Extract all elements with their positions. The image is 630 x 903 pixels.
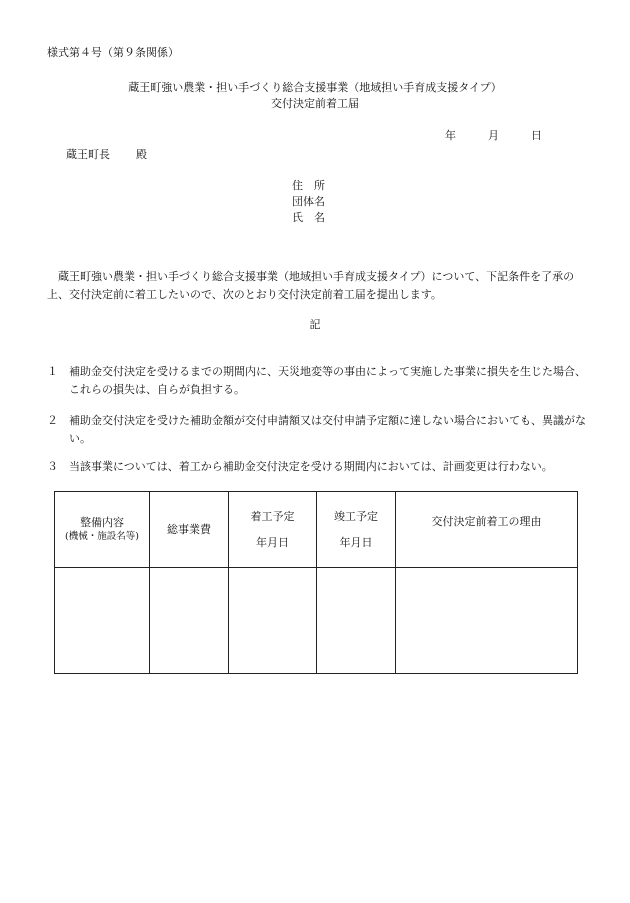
header-start-date bbox=[229, 492, 317, 568]
details-table bbox=[54, 491, 578, 674]
condition-number: １ bbox=[47, 365, 58, 378]
header-reason bbox=[396, 492, 578, 568]
applicant-address-label: 住 所 bbox=[292, 179, 325, 192]
document-title: 蔵王町強い農業・担い手づくり総合支援事業（地域担い手育成支援タイプ） bbox=[128, 81, 502, 94]
header-facility-content-label: 整備内容 bbox=[80, 515, 124, 529]
condition-text: 補助金交付決定を受けた補助金額が交付申請額又は交付申請予定額に達しない場合においても、異議がない。 bbox=[69, 414, 586, 445]
date-row bbox=[445, 128, 542, 143]
applicant-name-label: 氏 名 bbox=[292, 211, 325, 224]
cell-total-cost[interactable] bbox=[150, 568, 229, 674]
addressee-name: 蔵王町長 bbox=[66, 148, 110, 161]
condition-item bbox=[47, 363, 587, 399]
header-facility-content bbox=[55, 492, 150, 568]
header-total-cost bbox=[150, 492, 229, 568]
date-year-label: 年 bbox=[445, 129, 456, 142]
condition-text: 当該事業については、着工から補助金交付決定を受ける期間内においては、計画変更は行わない。 bbox=[69, 460, 553, 473]
table-header-row bbox=[55, 492, 578, 568]
header-completion-date bbox=[317, 492, 396, 568]
header-completion-date-sub: 年月日 bbox=[339, 535, 373, 549]
date-month-label: 月 bbox=[488, 129, 499, 142]
condition-number: ２ bbox=[47, 414, 58, 427]
body-paragraph: 蔵王町強い農業・担い手づくり総合支援事業（地域担い手育成支援タイプ）について、下記条件を了承の上、交付決定前に着工したいので、次のとおり交付決定前着工届を提出します。 bbox=[47, 270, 575, 301]
addressee-honorific: 殿 bbox=[136, 148, 147, 161]
date-day-label: 日 bbox=[531, 129, 542, 142]
condition-item bbox=[47, 412, 587, 448]
header-facility-content-sub: (機械・施設名等) bbox=[65, 530, 139, 542]
ki-heading: 記 bbox=[309, 318, 321, 331]
header-start-date-sub: 年月日 bbox=[256, 535, 289, 549]
condition-item bbox=[47, 458, 587, 476]
cell-start-date[interactable] bbox=[229, 568, 317, 674]
header-start-date-label: 着工予定 bbox=[250, 509, 295, 523]
applicant-group-label: 団体名 bbox=[292, 195, 325, 208]
form-number: 様式第４号（第９条関係） bbox=[47, 46, 179, 59]
condition-text: 補助金交付決定を受けるまでの期間内に、天災地変等の事由によって実施した事業に損失を生じた場合、これらの損失は、自らが負担する。 bbox=[69, 365, 586, 396]
header-reason-label: 交付決定前着工の理由 bbox=[431, 515, 542, 528]
header-completion-date-label: 竣工予定 bbox=[334, 509, 378, 523]
document-subtitle: 交付決定前着工届 bbox=[271, 97, 359, 110]
table-row bbox=[55, 568, 578, 674]
cell-facility-content[interactable] bbox=[55, 568, 150, 674]
cell-completion-date[interactable] bbox=[317, 568, 396, 674]
cell-reason[interactable] bbox=[396, 568, 578, 674]
addressee bbox=[66, 147, 147, 162]
header-total-cost-label: 総事業費 bbox=[167, 522, 211, 536]
condition-number: ３ bbox=[47, 460, 58, 473]
